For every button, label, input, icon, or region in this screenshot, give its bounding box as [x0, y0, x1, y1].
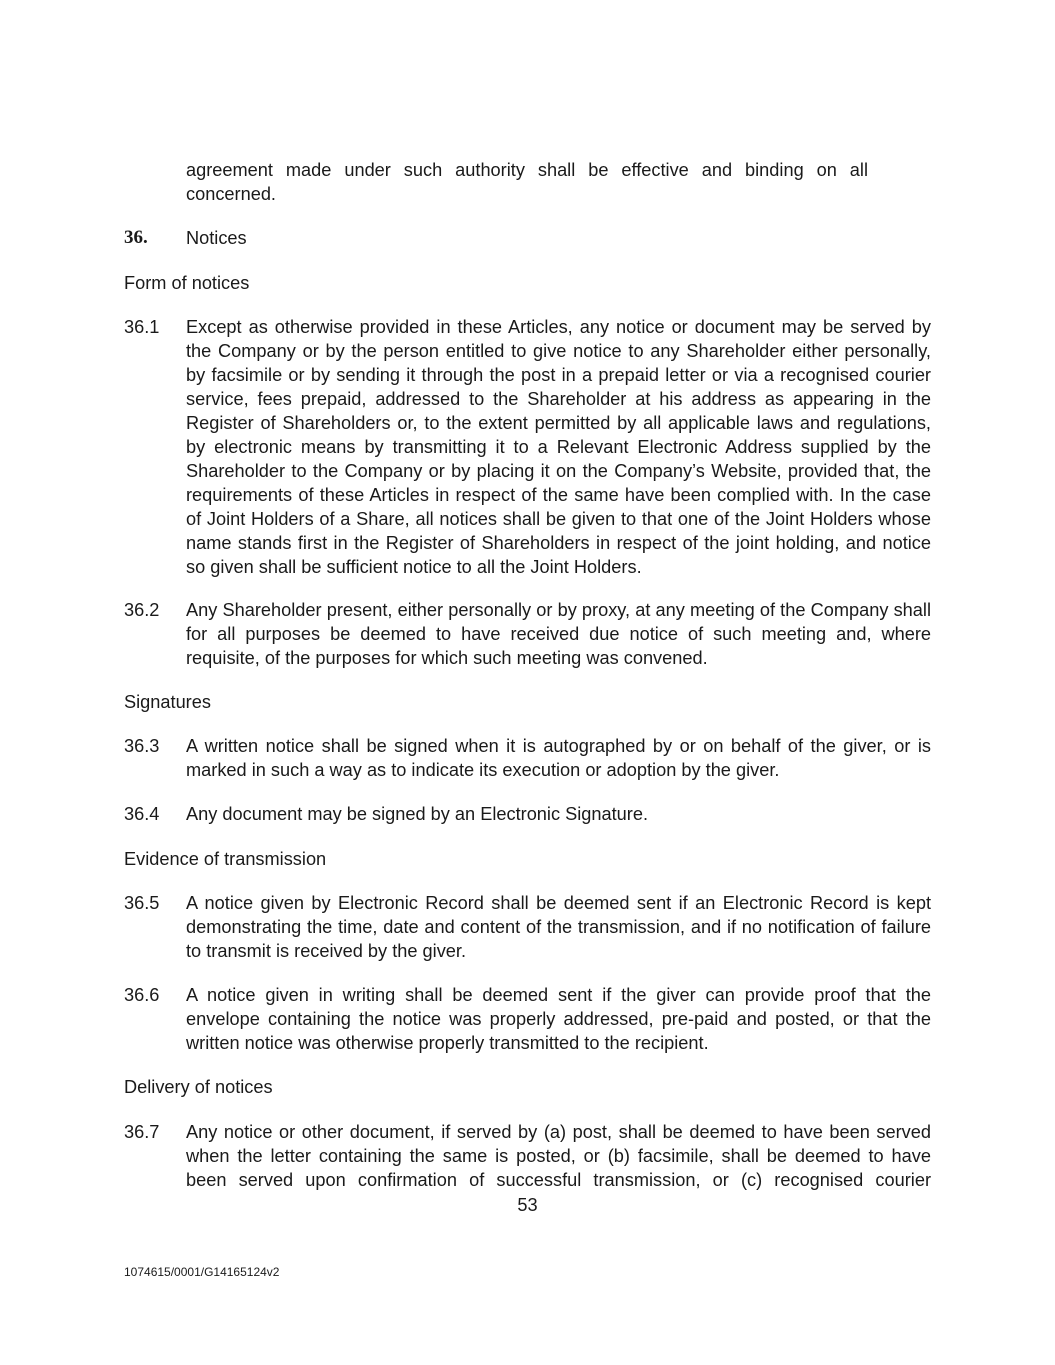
document-reference: 1074615/0001/G14165124v2: [124, 1265, 280, 1279]
intro-continuation-paragraph: agreement made under such authority shall be effective and binding on all concerned.: [186, 160, 868, 204]
clause-text-36-4: Any document may be signed by an Electronic Signature.: [186, 804, 649, 824]
clause-number-36-7: 36.7: [124, 1122, 160, 1142]
clause-number-36-4: 36.4: [124, 804, 160, 824]
clause-number-36-2: 36.2: [124, 600, 160, 620]
clause-number-36-6: 36.6: [124, 985, 160, 1005]
heading-delivery-of-notices: Delivery of notices: [124, 1077, 273, 1097]
clause-number-36-1: 36.1: [124, 317, 160, 337]
clause-text-36-2: Any Shareholder present, either personally or by proxy, at any meeting of the Company shall for all purposes be deemed to have received due notice of such meeting and, where requisite, of the purposes for which such meeting was convened.: [186, 600, 931, 668]
section-title: Notices: [186, 228, 247, 248]
page-number: 53: [517, 1195, 538, 1215]
clause-text-36-7: Any notice or other document, if served by (a) post, shall be deemed to have been served when the letter containing the same is posted, or (b) facsimile, shall be deemed to have been served upon confirmation of successful transmission, or (c) recognised courier: [186, 1122, 931, 1190]
clause-text-36-5: A notice given by Electronic Record shall be deemed sent if an Electronic Record is kept demonstrating the time, date and content of the transmission, and if no notification of failure to transmit is received by the giver.: [186, 893, 931, 961]
heading-evidence-of-transmission: Evidence of transmission: [124, 849, 327, 869]
clause-text-36-1: Except as otherwise provided in these Articles, any notice or document may be served by the Company or by the person entitled to give notice to any Shareholder either personally, by facsimile or by sending it through the post in a prepaid letter or via a recognised courier service, fees prepaid, addressed to the Shareholder at his address as appearing in the Register of Shareholders or, to the extent permitted by all applicable laws and regulations, by electronic means by transmitting it to a Relevant Electronic Address supplied by the Shareholder to the Company or by placing it on the Company’s Website, provided that, the requirements of these Articles in respect of the same have been complied with. In the case of Joint Holders of a Share, all notices shall be given to that one of the Joint Holders whose name stands first in the Register of Shareholders in respect of the joint holding, and notice so given shall be sufficient notice to all the Joint Holders.: [186, 317, 931, 577]
clause-text-36-3: A written notice shall be signed when it is autographed by or on behalf of the giver, or is marked in such a way as to indicate its execution or adoption by the giver.: [186, 736, 931, 780]
clause-number-36-5: 36.5: [124, 893, 160, 913]
heading-form-of-notices: Form of notices: [124, 273, 250, 293]
section-number: 36.: [124, 227, 148, 248]
clause-number-36-3: 36.3: [124, 736, 160, 756]
heading-signatures: Signatures: [124, 692, 211, 712]
clause-text-36-6: A notice given in writing shall be deemed sent if the giver can provide proof that the envelope containing the notice was properly addressed, pre-paid and posted, or that the written notice was otherwise properly transmitted to the recipient.: [186, 985, 931, 1053]
